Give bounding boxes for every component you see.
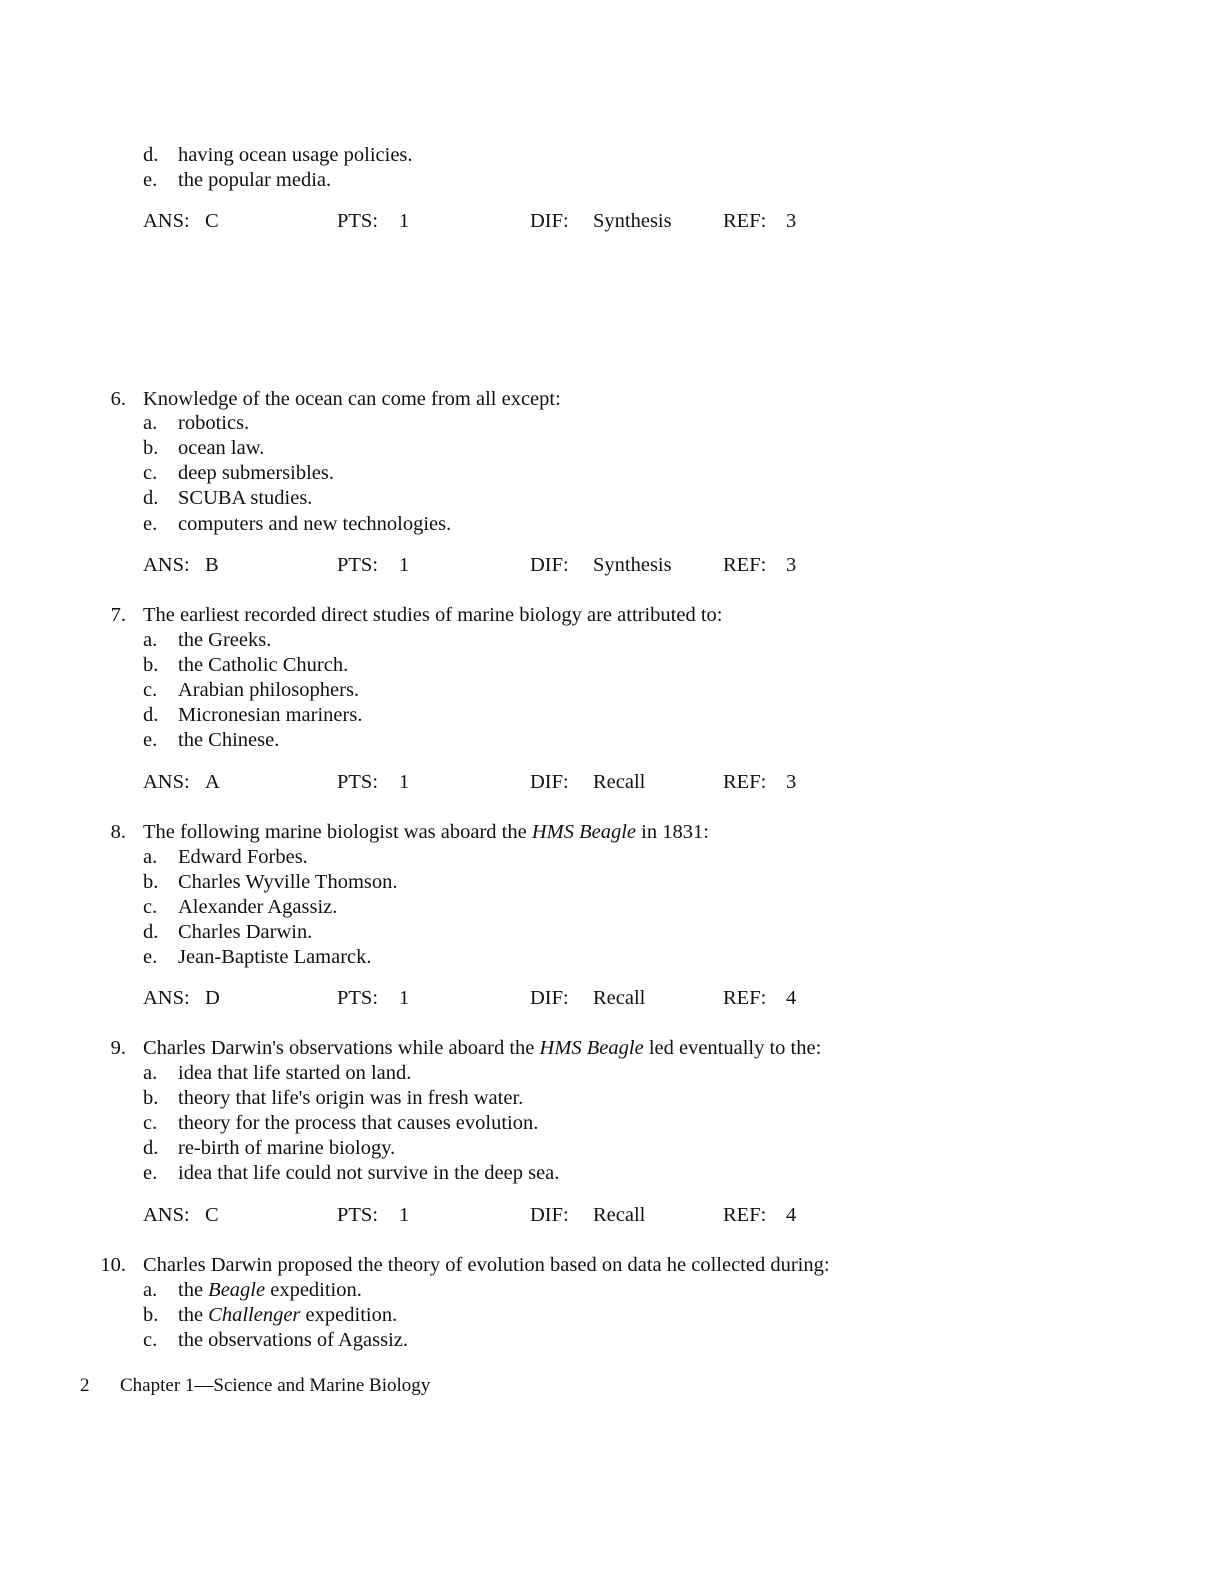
option-text: the Catholic Church. [178, 654, 349, 676]
expedition-name: Beagle [208, 1279, 266, 1301]
option-letter: c. [143, 679, 158, 701]
option-letter: b. [143, 654, 159, 676]
pts-label: PTS: [337, 987, 379, 1009]
option-letter: b. [143, 437, 159, 459]
pts-label: PTS: [337, 210, 379, 232]
dif-value: Recall [593, 771, 646, 793]
question-number: 10. [100, 1254, 126, 1276]
pts-label: PTS: [337, 554, 379, 576]
dif-value: Synthesis [593, 554, 672, 576]
option-letter: a. [143, 1279, 158, 1301]
option-letter: e. [143, 1162, 158, 1184]
ref-label: REF: [723, 987, 767, 1009]
option-text: idea that life could not survive in the deep sea. [178, 1162, 560, 1184]
option-text: idea that life started on land. [178, 1062, 412, 1084]
stem-text: in 1831: [636, 821, 709, 843]
ans-label: ANS: [143, 554, 190, 576]
expedition-name: Challenger [208, 1304, 301, 1326]
option-letter: d. [143, 487, 159, 509]
page-number: 2 [80, 1375, 90, 1396]
option-text: theory that life's origin was in fresh water. [178, 1087, 524, 1109]
answer-row [143, 553, 843, 577]
option-text: Charles Darwin. [178, 921, 313, 943]
dif-label: DIF: [530, 987, 569, 1009]
ship-name: HMS Beagle [539, 1037, 644, 1059]
answer-row [143, 770, 843, 794]
question-number: 8. [110, 821, 126, 843]
option-letter: b. [143, 1304, 159, 1326]
ans-value: C [205, 1204, 219, 1226]
option-letter: a. [143, 1062, 158, 1084]
option-letter: b. [143, 871, 159, 893]
option-letter: e. [143, 513, 158, 535]
option-text: computers and new technologies. [178, 513, 452, 535]
ref-label: REF: [723, 210, 767, 232]
ref-label: REF: [723, 554, 767, 576]
question-stem [143, 1036, 821, 1060]
option-text: the Greeks. [178, 629, 272, 651]
pts-value: 1 [399, 987, 410, 1009]
pts-value: 1 [399, 554, 410, 576]
question-stem [143, 820, 709, 844]
pts-value: 1 [399, 210, 410, 232]
option-text: Micronesian mariners. [178, 704, 363, 726]
ref-label: REF: [723, 771, 767, 793]
option-text: theory for the process that causes evolution. [178, 1112, 539, 1134]
ans-value: B [205, 554, 219, 576]
option-text-part: the [178, 1304, 209, 1326]
stem-text: The following marine biologist was aboard the [143, 821, 532, 843]
option-text-part: expedition. [300, 1304, 398, 1326]
option-text: having ocean usage policies. [178, 144, 413, 166]
ref-value: 4 [786, 987, 797, 1009]
option-text: the Chinese. [178, 729, 280, 751]
dif-label: DIF: [530, 771, 569, 793]
option-letter: d. [143, 704, 159, 726]
pts-label: PTS: [337, 771, 379, 793]
dif-label: DIF: [530, 210, 569, 232]
option-text-part: expedition. [265, 1279, 362, 1301]
dif-label: DIF: [530, 554, 569, 576]
option-letter: c. [143, 1112, 158, 1134]
dif-value: Recall [593, 1204, 646, 1226]
option-letter: b. [143, 1087, 159, 1109]
option-letter: c. [143, 1329, 158, 1351]
option-text: robotics. [178, 412, 250, 434]
question-number: 6. [110, 388, 126, 410]
ans-label: ANS: [143, 1204, 190, 1226]
option-letter: d. [143, 1137, 159, 1159]
option-letter: e. [143, 729, 158, 751]
option-letter: a. [143, 412, 158, 434]
option-letter: c. [143, 462, 158, 484]
question-stem: The earliest recorded direct studies of marine biology are attributed to: [143, 604, 723, 626]
option-letter: e. [143, 169, 158, 191]
ans-label: ANS: [143, 771, 190, 793]
ans-value: A [205, 771, 220, 793]
option-letter: d. [143, 921, 159, 943]
stem-text: led eventually to the: [643, 1037, 822, 1059]
ref-value: 4 [786, 1204, 797, 1226]
option-text-part: the [178, 1279, 209, 1301]
ship-name: HMS Beagle [531, 821, 637, 843]
option-text: ocean law. [178, 437, 265, 459]
option-text: Edward Forbes. [178, 846, 308, 868]
option-text: Alexander Agassiz. [178, 896, 338, 918]
ref-value: 3 [786, 554, 797, 576]
option-letter: a. [143, 629, 158, 651]
option-text: the popular media. [178, 169, 332, 191]
option-text: Jean-Baptiste Lamarck. [178, 946, 372, 968]
ref-value: 3 [786, 210, 797, 232]
ref-value: 3 [786, 771, 797, 793]
ref-label: REF: [723, 1204, 767, 1226]
option-text: Arabian philosophers. [178, 679, 360, 701]
answer-row [143, 209, 843, 233]
question-number: 9. [110, 1037, 126, 1059]
dif-value: Synthesis [593, 210, 672, 232]
ans-value: D [205, 987, 220, 1009]
option-letter: a. [143, 846, 158, 868]
answer-row [143, 986, 843, 1010]
option-text: deep submersibles. [178, 462, 334, 484]
pts-value: 1 [399, 771, 410, 793]
ans-label: ANS: [143, 987, 190, 1009]
option-text [178, 1303, 397, 1327]
pts-label: PTS: [337, 1204, 379, 1226]
question-number: 7. [110, 604, 126, 626]
option-text: re-birth of marine biology. [178, 1137, 396, 1159]
dif-value: Recall [593, 987, 646, 1009]
option-letter: e. [143, 946, 158, 968]
question-stem: Knowledge of the ocean can come from all except: [143, 388, 561, 410]
option-text: the observations of Agassiz. [178, 1329, 409, 1351]
chapter-title: Chapter 1—Science and Marine Biology [120, 1375, 431, 1396]
option-letter: d. [143, 144, 159, 166]
option-letter: c. [143, 896, 158, 918]
ans-label: ANS: [143, 210, 190, 232]
dif-label: DIF: [530, 1204, 569, 1226]
ans-value: C [205, 210, 219, 232]
option-text: SCUBA studies. [178, 487, 313, 509]
pts-value: 1 [399, 1204, 410, 1226]
option-text [178, 1278, 362, 1302]
question-stem: Charles Darwin proposed the theory of evolution based on data he collected during: [143, 1254, 830, 1276]
option-text: Charles Wyville Thomson. [178, 871, 398, 893]
answer-row [143, 1203, 843, 1227]
stem-text: Charles Darwin's observations while aboard the [143, 1037, 540, 1059]
